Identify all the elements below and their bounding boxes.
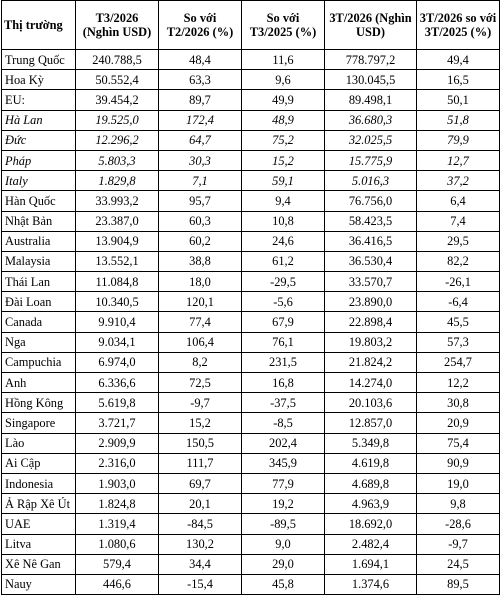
market-cell: Hàn Quốc xyxy=(2,191,76,211)
market-cell: Trung Quốc xyxy=(2,50,76,70)
t3-2026-cell: 13.552,1 xyxy=(76,251,159,271)
market-cell: Campuchia xyxy=(2,352,76,372)
market-cell: Malaysia xyxy=(2,251,76,271)
vs-t3-2025-cell: 24,6 xyxy=(242,231,325,251)
3t-2026-cell: 33.570,7 xyxy=(325,272,417,292)
t3-2026-cell: 33.993,2 xyxy=(76,191,159,211)
vs-3t-2025-cell: 16,5 xyxy=(417,70,500,90)
vs-t2-2026-cell: 72,5 xyxy=(159,373,242,393)
vs-t2-2026-cell: -84,5 xyxy=(159,514,242,534)
vs-t3-2025-cell: 9,0 xyxy=(242,534,325,554)
market-cell: Xê Nê Gan xyxy=(2,554,76,574)
market-cell: Thái Lan xyxy=(2,272,76,292)
3t-2026-cell: 15.775,9 xyxy=(325,150,417,170)
vs-t2-2026-cell: 64,7 xyxy=(159,130,242,150)
vs-t3-2025-cell: 76,1 xyxy=(242,332,325,352)
table-row xyxy=(2,231,500,251)
vs-t2-2026-cell: 18,0 xyxy=(159,272,242,292)
market-cell: Ả Rập Xê Út xyxy=(2,494,76,514)
vs-t3-2025-cell: 345,9 xyxy=(242,453,325,473)
header-vs-t2-2026: So với T2/2026 (%) xyxy=(159,1,242,50)
market-cell: Anh xyxy=(2,373,76,393)
vs-t3-2025-cell: 61,2 xyxy=(242,251,325,271)
table-row xyxy=(2,150,500,170)
vs-t2-2026-cell: 60,3 xyxy=(159,211,242,231)
vs-t2-2026-cell: 106,4 xyxy=(159,332,242,352)
table-row xyxy=(2,130,500,150)
table-row xyxy=(2,251,500,271)
table-header xyxy=(2,1,500,50)
vs-t2-2026-cell: 7,1 xyxy=(159,171,242,191)
market-cell: Pháp xyxy=(2,150,76,170)
3t-2026-cell: 23.890,0 xyxy=(325,292,417,312)
t3-2026-cell: 9.034,1 xyxy=(76,332,159,352)
vs-t3-2025-cell: 10,8 xyxy=(242,211,325,231)
table-row xyxy=(2,191,500,211)
t3-2026-cell: 2.316,0 xyxy=(76,453,159,473)
market-cell: Nhật Bản xyxy=(2,211,76,231)
t3-2026-cell: 9.910,4 xyxy=(76,312,159,332)
vs-3t-2025-cell: 82,2 xyxy=(417,251,500,271)
t3-2026-cell: 579,4 xyxy=(76,554,159,574)
vs-t3-2025-cell: 16,8 xyxy=(242,373,325,393)
table-row xyxy=(2,514,500,534)
vs-3t-2025-cell: 19,0 xyxy=(417,473,500,493)
t3-2026-cell: 1.319,4 xyxy=(76,514,159,534)
vs-3t-2025-cell: 79,9 xyxy=(417,130,500,150)
vs-t2-2026-cell: 30,3 xyxy=(159,150,242,170)
vs-t3-2025-cell: 9,4 xyxy=(242,191,325,211)
vs-t2-2026-cell: 111,7 xyxy=(159,453,242,473)
t3-2026-cell: 1.829,8 xyxy=(76,171,159,191)
vs-t3-2025-cell: -8,5 xyxy=(242,413,325,433)
vs-t2-2026-cell: 150,5 xyxy=(159,433,242,453)
market-cell: Lào xyxy=(2,433,76,453)
3t-2026-cell: 76.756,0 xyxy=(325,191,417,211)
header-3t-2026: 3T/2026 (Nghìn USD) xyxy=(325,1,417,50)
t3-2026-cell: 6.336,6 xyxy=(76,373,159,393)
market-cell: Litva xyxy=(2,534,76,554)
market-cell: Đức xyxy=(2,130,76,150)
table-row xyxy=(2,352,500,372)
table-row xyxy=(2,393,500,413)
t3-2026-cell: 13.904,9 xyxy=(76,231,159,251)
vs-t2-2026-cell: 172,4 xyxy=(159,110,242,130)
market-cell: EU: xyxy=(2,90,76,110)
table-row xyxy=(2,312,500,332)
vs-t2-2026-cell: 15,2 xyxy=(159,413,242,433)
3t-2026-cell: 4.689,8 xyxy=(325,473,417,493)
vs-3t-2025-cell: 20,9 xyxy=(417,413,500,433)
header-row xyxy=(2,1,500,50)
3t-2026-cell: 12.857,0 xyxy=(325,413,417,433)
vs-t2-2026-cell: 48,4 xyxy=(159,50,242,70)
t3-2026-cell: 2.909,9 xyxy=(76,433,159,453)
vs-t3-2025-cell: -5,6 xyxy=(242,292,325,312)
table-row xyxy=(2,574,500,594)
3t-2026-cell: 89.498,1 xyxy=(325,90,417,110)
vs-3t-2025-cell: 50,1 xyxy=(417,90,500,110)
vs-3t-2025-cell: 30,8 xyxy=(417,393,500,413)
vs-t3-2025-cell: 29,0 xyxy=(242,554,325,574)
table-row xyxy=(2,534,500,554)
3t-2026-cell: 14.274,0 xyxy=(325,373,417,393)
vs-t3-2025-cell: -89,5 xyxy=(242,514,325,534)
3t-2026-cell: 2.482,4 xyxy=(325,534,417,554)
vs-3t-2025-cell: 12,7 xyxy=(417,150,500,170)
vs-3t-2025-cell: 49,4 xyxy=(417,50,500,70)
market-cell: Hoa Kỳ xyxy=(2,70,76,90)
table-row xyxy=(2,70,500,90)
3t-2026-cell: 1.374,6 xyxy=(325,574,417,594)
vs-t3-2025-cell: 19,2 xyxy=(242,494,325,514)
vs-t2-2026-cell: 130,2 xyxy=(159,534,242,554)
table-row xyxy=(2,90,500,110)
3t-2026-cell: 36.416,5 xyxy=(325,231,417,251)
t3-2026-cell: 19.525,0 xyxy=(76,110,159,130)
vs-3t-2025-cell: 37,2 xyxy=(417,171,500,191)
header-vs-t3-2025: So với T3/2025 (%) xyxy=(242,1,325,50)
header-market: Thị trường xyxy=(2,1,76,50)
vs-t3-2025-cell: 15,2 xyxy=(242,150,325,170)
t3-2026-cell: 39.454,2 xyxy=(76,90,159,110)
table-row xyxy=(2,433,500,453)
vs-t3-2025-cell: 77,9 xyxy=(242,473,325,493)
table-row xyxy=(2,332,500,352)
vs-3t-2025-cell: 51,8 xyxy=(417,110,500,130)
vs-t2-2026-cell: 120,1 xyxy=(159,292,242,312)
vs-t2-2026-cell: 89,7 xyxy=(159,90,242,110)
vs-t2-2026-cell: 38,8 xyxy=(159,251,242,271)
market-cell: Singapore xyxy=(2,413,76,433)
vs-t2-2026-cell: 63,3 xyxy=(159,70,242,90)
3t-2026-cell: 36.680,3 xyxy=(325,110,417,130)
vs-t3-2025-cell: 49,9 xyxy=(242,90,325,110)
table-body xyxy=(2,50,500,595)
vs-3t-2025-cell: 9,8 xyxy=(417,494,500,514)
vs-3t-2025-cell: -9,7 xyxy=(417,534,500,554)
t3-2026-cell: 6.974,0 xyxy=(76,352,159,372)
market-cell: Đài Loan xyxy=(2,292,76,312)
3t-2026-cell: 1.694,1 xyxy=(325,554,417,574)
t3-2026-cell: 1.080,6 xyxy=(76,534,159,554)
table-row xyxy=(2,272,500,292)
vs-t2-2026-cell: 34,4 xyxy=(159,554,242,574)
3t-2026-cell: 20.103,6 xyxy=(325,393,417,413)
table-row xyxy=(2,292,500,312)
export-markets-table xyxy=(1,0,500,595)
vs-t3-2025-cell: -29,5 xyxy=(242,272,325,292)
t3-2026-cell: 446,6 xyxy=(76,574,159,594)
vs-3t-2025-cell: 57,3 xyxy=(417,332,500,352)
t3-2026-cell: 1.903,0 xyxy=(76,473,159,493)
3t-2026-cell: 21.824,2 xyxy=(325,352,417,372)
vs-3t-2025-cell: 24,5 xyxy=(417,554,500,574)
3t-2026-cell: 4.963,9 xyxy=(325,494,417,514)
market-cell: Hồng Kông xyxy=(2,393,76,413)
3t-2026-cell: 4.619,8 xyxy=(325,453,417,473)
t3-2026-cell: 1.824,8 xyxy=(76,494,159,514)
vs-t3-2025-cell: -37,5 xyxy=(242,393,325,413)
t3-2026-cell: 12.296,2 xyxy=(76,130,159,150)
3t-2026-cell: 18.692,0 xyxy=(325,514,417,534)
3t-2026-cell: 36.530,4 xyxy=(325,251,417,271)
vs-3t-2025-cell: -26,1 xyxy=(417,272,500,292)
market-cell: Ai Cập xyxy=(2,453,76,473)
t3-2026-cell: 240.788,5 xyxy=(76,50,159,70)
vs-t3-2025-cell: 45,8 xyxy=(242,574,325,594)
vs-t2-2026-cell: 20,1 xyxy=(159,494,242,514)
vs-t2-2026-cell: -15,4 xyxy=(159,574,242,594)
market-cell: Canada xyxy=(2,312,76,332)
vs-t2-2026-cell: 8,2 xyxy=(159,352,242,372)
vs-t2-2026-cell: 69,7 xyxy=(159,473,242,493)
vs-t3-2025-cell: 67,9 xyxy=(242,312,325,332)
table-row xyxy=(2,413,500,433)
table-row xyxy=(2,211,500,231)
3t-2026-cell: 19.803,2 xyxy=(325,332,417,352)
vs-t3-2025-cell: 48,9 xyxy=(242,110,325,130)
vs-3t-2025-cell: 89,5 xyxy=(417,574,500,594)
t3-2026-cell: 23.387,0 xyxy=(76,211,159,231)
vs-3t-2025-cell: -6,4 xyxy=(417,292,500,312)
3t-2026-cell: 5.016,3 xyxy=(325,171,417,191)
vs-t3-2025-cell: 75,2 xyxy=(242,130,325,150)
t3-2026-cell: 10.340,5 xyxy=(76,292,159,312)
market-cell: Nga xyxy=(2,332,76,352)
3t-2026-cell: 130.045,5 xyxy=(325,70,417,90)
t3-2026-cell: 5.803,3 xyxy=(76,150,159,170)
t3-2026-cell: 5.619,8 xyxy=(76,393,159,413)
3t-2026-cell: 32.025,5 xyxy=(325,130,417,150)
3t-2026-cell: 5.349,8 xyxy=(325,433,417,453)
market-cell: Nauy xyxy=(2,574,76,594)
vs-3t-2025-cell: 45,5 xyxy=(417,312,500,332)
header-t3-2026: T3/2026 (Nghìn USD) xyxy=(76,1,159,50)
vs-3t-2025-cell: 7,4 xyxy=(417,211,500,231)
vs-3t-2025-cell: 75,4 xyxy=(417,433,500,453)
market-cell: Indonesia xyxy=(2,473,76,493)
table-row xyxy=(2,453,500,473)
header-vs-3t-2025: 3T/2026 so với 3T/2025 (%) xyxy=(417,1,500,50)
table-row xyxy=(2,110,500,130)
table-row xyxy=(2,554,500,574)
t3-2026-cell: 3.721,7 xyxy=(76,413,159,433)
vs-t3-2025-cell: 11,6 xyxy=(242,50,325,70)
3t-2026-cell: 778.797,2 xyxy=(325,50,417,70)
table-row xyxy=(2,50,500,70)
3t-2026-cell: 58.423,5 xyxy=(325,211,417,231)
vs-3t-2025-cell: 29,5 xyxy=(417,231,500,251)
vs-3t-2025-cell: 12,2 xyxy=(417,373,500,393)
vs-t3-2025-cell: 231,5 xyxy=(242,352,325,372)
table-row xyxy=(2,473,500,493)
vs-t3-2025-cell: 9,6 xyxy=(242,70,325,90)
vs-t3-2025-cell: 59,1 xyxy=(242,171,325,191)
table-row xyxy=(2,373,500,393)
vs-3t-2025-cell: 254,7 xyxy=(417,352,500,372)
t3-2026-cell: 50.552,4 xyxy=(76,70,159,90)
t3-2026-cell: 11.084,8 xyxy=(76,272,159,292)
market-cell: Italy xyxy=(2,171,76,191)
market-cell: Hà Lan xyxy=(2,110,76,130)
vs-t3-2025-cell: 202,4 xyxy=(242,433,325,453)
vs-3t-2025-cell: -28,6 xyxy=(417,514,500,534)
market-cell: UAE xyxy=(2,514,76,534)
table-row xyxy=(2,171,500,191)
vs-t2-2026-cell: 77,4 xyxy=(159,312,242,332)
vs-t2-2026-cell: -9,7 xyxy=(159,393,242,413)
market-cell: Australia xyxy=(2,231,76,251)
vs-t2-2026-cell: 60,2 xyxy=(159,231,242,251)
vs-3t-2025-cell: 90,9 xyxy=(417,453,500,473)
3t-2026-cell: 22.898,4 xyxy=(325,312,417,332)
table-row xyxy=(2,494,500,514)
vs-3t-2025-cell: 6,4 xyxy=(417,191,500,211)
vs-t2-2026-cell: 95,7 xyxy=(159,191,242,211)
